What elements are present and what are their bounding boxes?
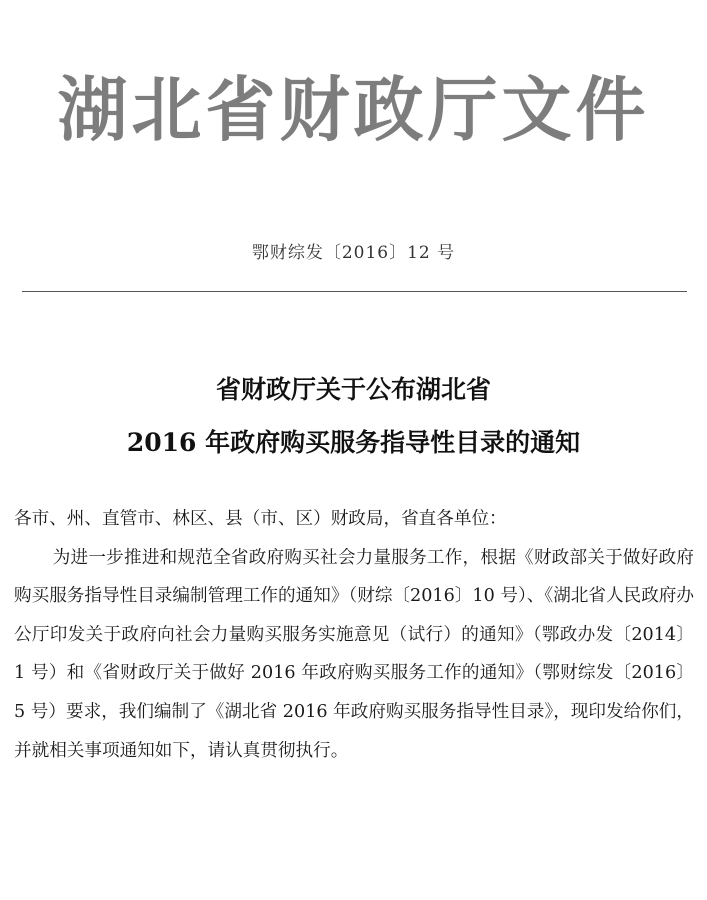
salutation: 各市、州、直管市、林区、县（市、区）财政局，省直各单位： bbox=[14, 509, 507, 529]
notice-title-line-2: 2016 年政府购买服务指导性目录的通知 bbox=[126, 428, 581, 457]
header-divider bbox=[22, 291, 687, 292]
masthead-title: 湖北省财政厅文件 bbox=[57, 69, 650, 151]
notice-title-line-1: 省财政厅关于公布湖北省 bbox=[215, 375, 491, 404]
body-paragraph: 为进一步推进和规范全省政府购买社会力量服务工作，根据《财政部关于做好政府购买服务指导性目录编制管理工作的通知》（财综〔2016〕10 号）、《湖北省人民政府办公厅印发关于政府向社会力量购买服务实施意见（试行）的通知》（鄂政办发〔2014〕1 号）和《省财政厅关于做好 2016 年政府购买服务工作的通知》（鄂财综发〔2016〕5 号）要求，我们编制了《湖北省 2016 年政府购买服务指导性目录》，现印发给你们，并就相关事项通知如下，请认真贯彻执行。 bbox=[14, 547, 694, 761]
notice-body bbox=[14, 500, 694, 770]
document-number: 鄂财综发〔2016〕12 号 bbox=[251, 243, 456, 263]
